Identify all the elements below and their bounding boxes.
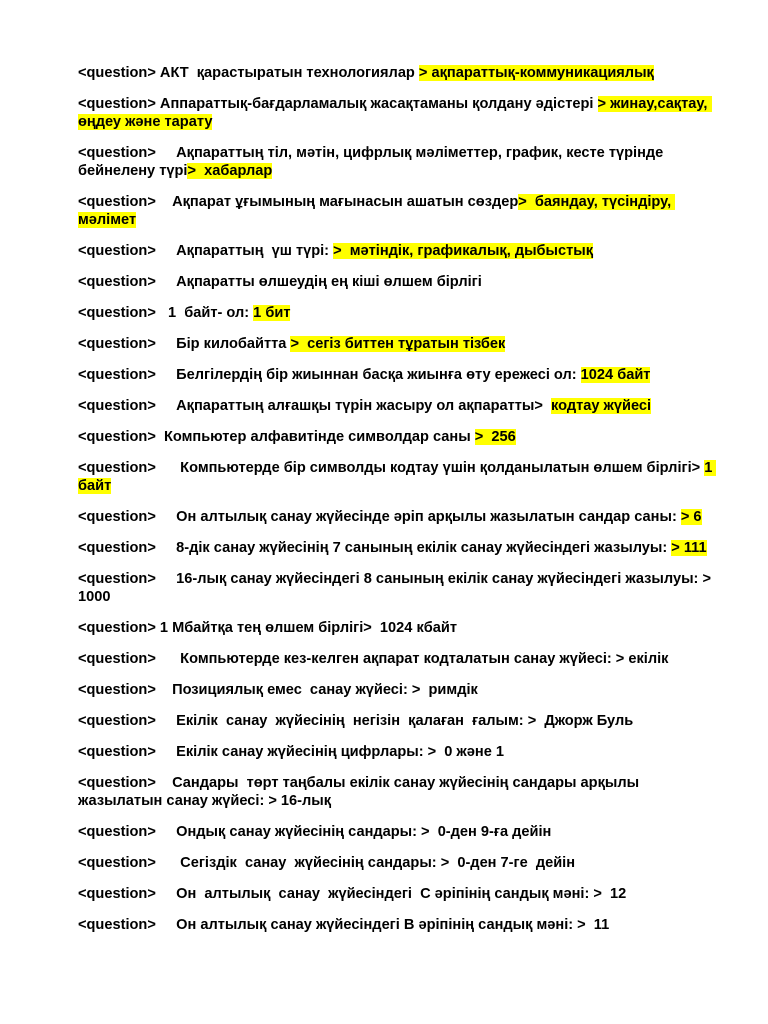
question-tag: <question>: [78, 398, 156, 414]
answer-highlight: > 111: [671, 540, 707, 556]
answer-highlight: > хабарлар: [187, 163, 273, 179]
question-text: АКТ қарастыратын технологиялар: [155, 65, 419, 81]
question-text: Сегіздік санау жүйесінің сандары: > 0-ден 7-ге дейін: [155, 855, 576, 871]
question-item: [78, 242, 718, 260]
question-tag: <question>: [78, 274, 156, 290]
question-tag: <question>: [78, 65, 156, 81]
question-text: Сандары төрт таңбалы екілік санау жүйесінің сандары арқылы жазылатын санау жүйесі: > 16-лық: [78, 775, 644, 809]
question-item: [78, 335, 718, 353]
question-item: [78, 712, 718, 730]
question-tag: <question>: [78, 571, 156, 587]
question-text: Бір килобайтта: [155, 336, 291, 352]
question-tag: <question>: [78, 367, 156, 383]
question-text: Екілік санау жүйесінің негізін қалаған ғалым: > Джорж Буль: [155, 713, 634, 729]
question-tag: <question>: [78, 620, 156, 636]
answer-highlight: 1024 байт: [580, 367, 651, 383]
answer-highlight: > баяндау, түсіндіру, мәлімет: [78, 194, 676, 228]
question-tag: <question>: [78, 194, 156, 210]
question-tag: <question>: [78, 855, 156, 871]
question-text: Ондық санау жүйесінің сандары: > 0-ден 9-ға дейін: [155, 824, 552, 840]
question-tag: <question>: [78, 509, 156, 525]
question-item: [78, 885, 718, 903]
question-tag: <question>: [78, 775, 156, 791]
question-text: Аппараттық-бағдарламалық жасақтаманы қолдану әдістері: [155, 96, 598, 112]
question-tag: <question>: [78, 460, 156, 476]
question-item: [78, 854, 718, 872]
question-text: Ақпарат ұғымының мағынасын ашатын сөздер: [155, 194, 519, 210]
question-item: [78, 570, 718, 606]
answer-highlight: > 6: [680, 509, 702, 525]
question-item: [78, 304, 718, 322]
question-tag: <question>: [78, 540, 156, 556]
answer-highlight: 1 бит: [253, 305, 291, 321]
answer-highlight: > 256: [474, 429, 516, 445]
question-tag: <question>: [78, 682, 156, 698]
question-item: [78, 619, 718, 637]
question-text: Ақпараттың тіл, мәтін, цифрлық мәліметтер, график, кесте түрінде бейнелену түрі: [78, 145, 668, 179]
question-item: [78, 743, 718, 761]
question-tag: <question>: [78, 243, 156, 259]
question-text: Компьютерде бір символды кодтау үшін қолданылатын өлшем бірлігі>: [155, 460, 705, 476]
question-text: Он алтылық санау жүйесінде әріп арқылы жазылатын сандар саны:: [155, 509, 681, 525]
question-text: Позициялық емес санау жүйесі: > римдік: [155, 682, 478, 698]
question-text: Компьютер алфавитінде символдар саны: [155, 429, 475, 445]
answer-highlight: > ақпараттық-коммуникациялық: [418, 65, 654, 81]
question-text: Компьютерде кез-келген ақпарат кодталатын санау жүйесі: > екілік: [155, 651, 669, 667]
answer-highlight: 1 байт: [78, 460, 717, 494]
question-tag: <question>: [78, 336, 156, 352]
question-text: 1 Мбайтқа тең өлшем бірлігі> 1024 кбайт: [155, 620, 458, 636]
answer-highlight: кодтау жүйесі: [551, 398, 652, 414]
question-tag: <question>: [78, 744, 156, 760]
question-item: [78, 193, 718, 229]
question-text: 16-лық санау жүйесіндегі 8 санының екілік санау жүйесіндегі жазылуы: > 1000: [78, 571, 716, 605]
question-item: [78, 539, 718, 557]
question-list: [78, 64, 718, 934]
answer-highlight: > жинау,сақтау, өңдеу және тарату: [78, 96, 712, 130]
answer-highlight: > мәтіндік, графикалық, дыбыстық: [333, 243, 594, 259]
question-tag: <question>: [78, 145, 156, 161]
question-item: [78, 459, 718, 495]
question-text: 1 байт- ол:: [155, 305, 254, 321]
question-text: Ақпараттың алғашқы түрін жасыру ол ақпаратты>: [155, 398, 551, 414]
question-item: [78, 397, 718, 415]
question-text: Он алтылық санау жүйесіндегі В әріпінің сандық мәні: > 11: [155, 917, 610, 933]
question-item: [78, 650, 718, 668]
question-item: [78, 428, 718, 446]
question-tag: <question>: [78, 429, 156, 445]
question-tag: <question>: [78, 305, 156, 321]
question-tag: <question>: [78, 713, 156, 729]
question-item: [78, 273, 718, 291]
question-tag: <question>: [78, 824, 156, 840]
question-tag: <question>: [78, 917, 156, 933]
question-text: Екілік санау жүйесінің цифрлары: > 0 және 1: [155, 744, 504, 760]
question-item: [78, 144, 718, 180]
question-item: [78, 64, 718, 82]
question-text: Белгілердің бір жиыннан басқа жиынға өту ережесі ол:: [155, 367, 581, 383]
question-item: [78, 774, 718, 810]
question-tag: <question>: [78, 651, 156, 667]
question-item: [78, 823, 718, 841]
answer-highlight: > сегіз биттен тұратын тізбек: [290, 336, 506, 352]
question-text: Ақпараттың үш түрі:: [155, 243, 334, 259]
question-item: [78, 508, 718, 526]
question-text: Он алтылық санау жүйесіндегі С әріпінің сандық мәні: > 12: [155, 886, 627, 902]
question-text: Ақпаратты өлшеудің ең кіші өлшем бірлігі: [155, 274, 482, 290]
question-tag: <question>: [78, 886, 156, 902]
question-tag: <question>: [78, 96, 156, 112]
question-item: [78, 366, 718, 384]
question-item: [78, 916, 718, 934]
question-text: 8-дік санау жүйесінің 7 санының екілік санау жүйесіндегі жазылуы:: [155, 540, 672, 556]
question-item: [78, 681, 718, 699]
question-item: [78, 95, 718, 131]
